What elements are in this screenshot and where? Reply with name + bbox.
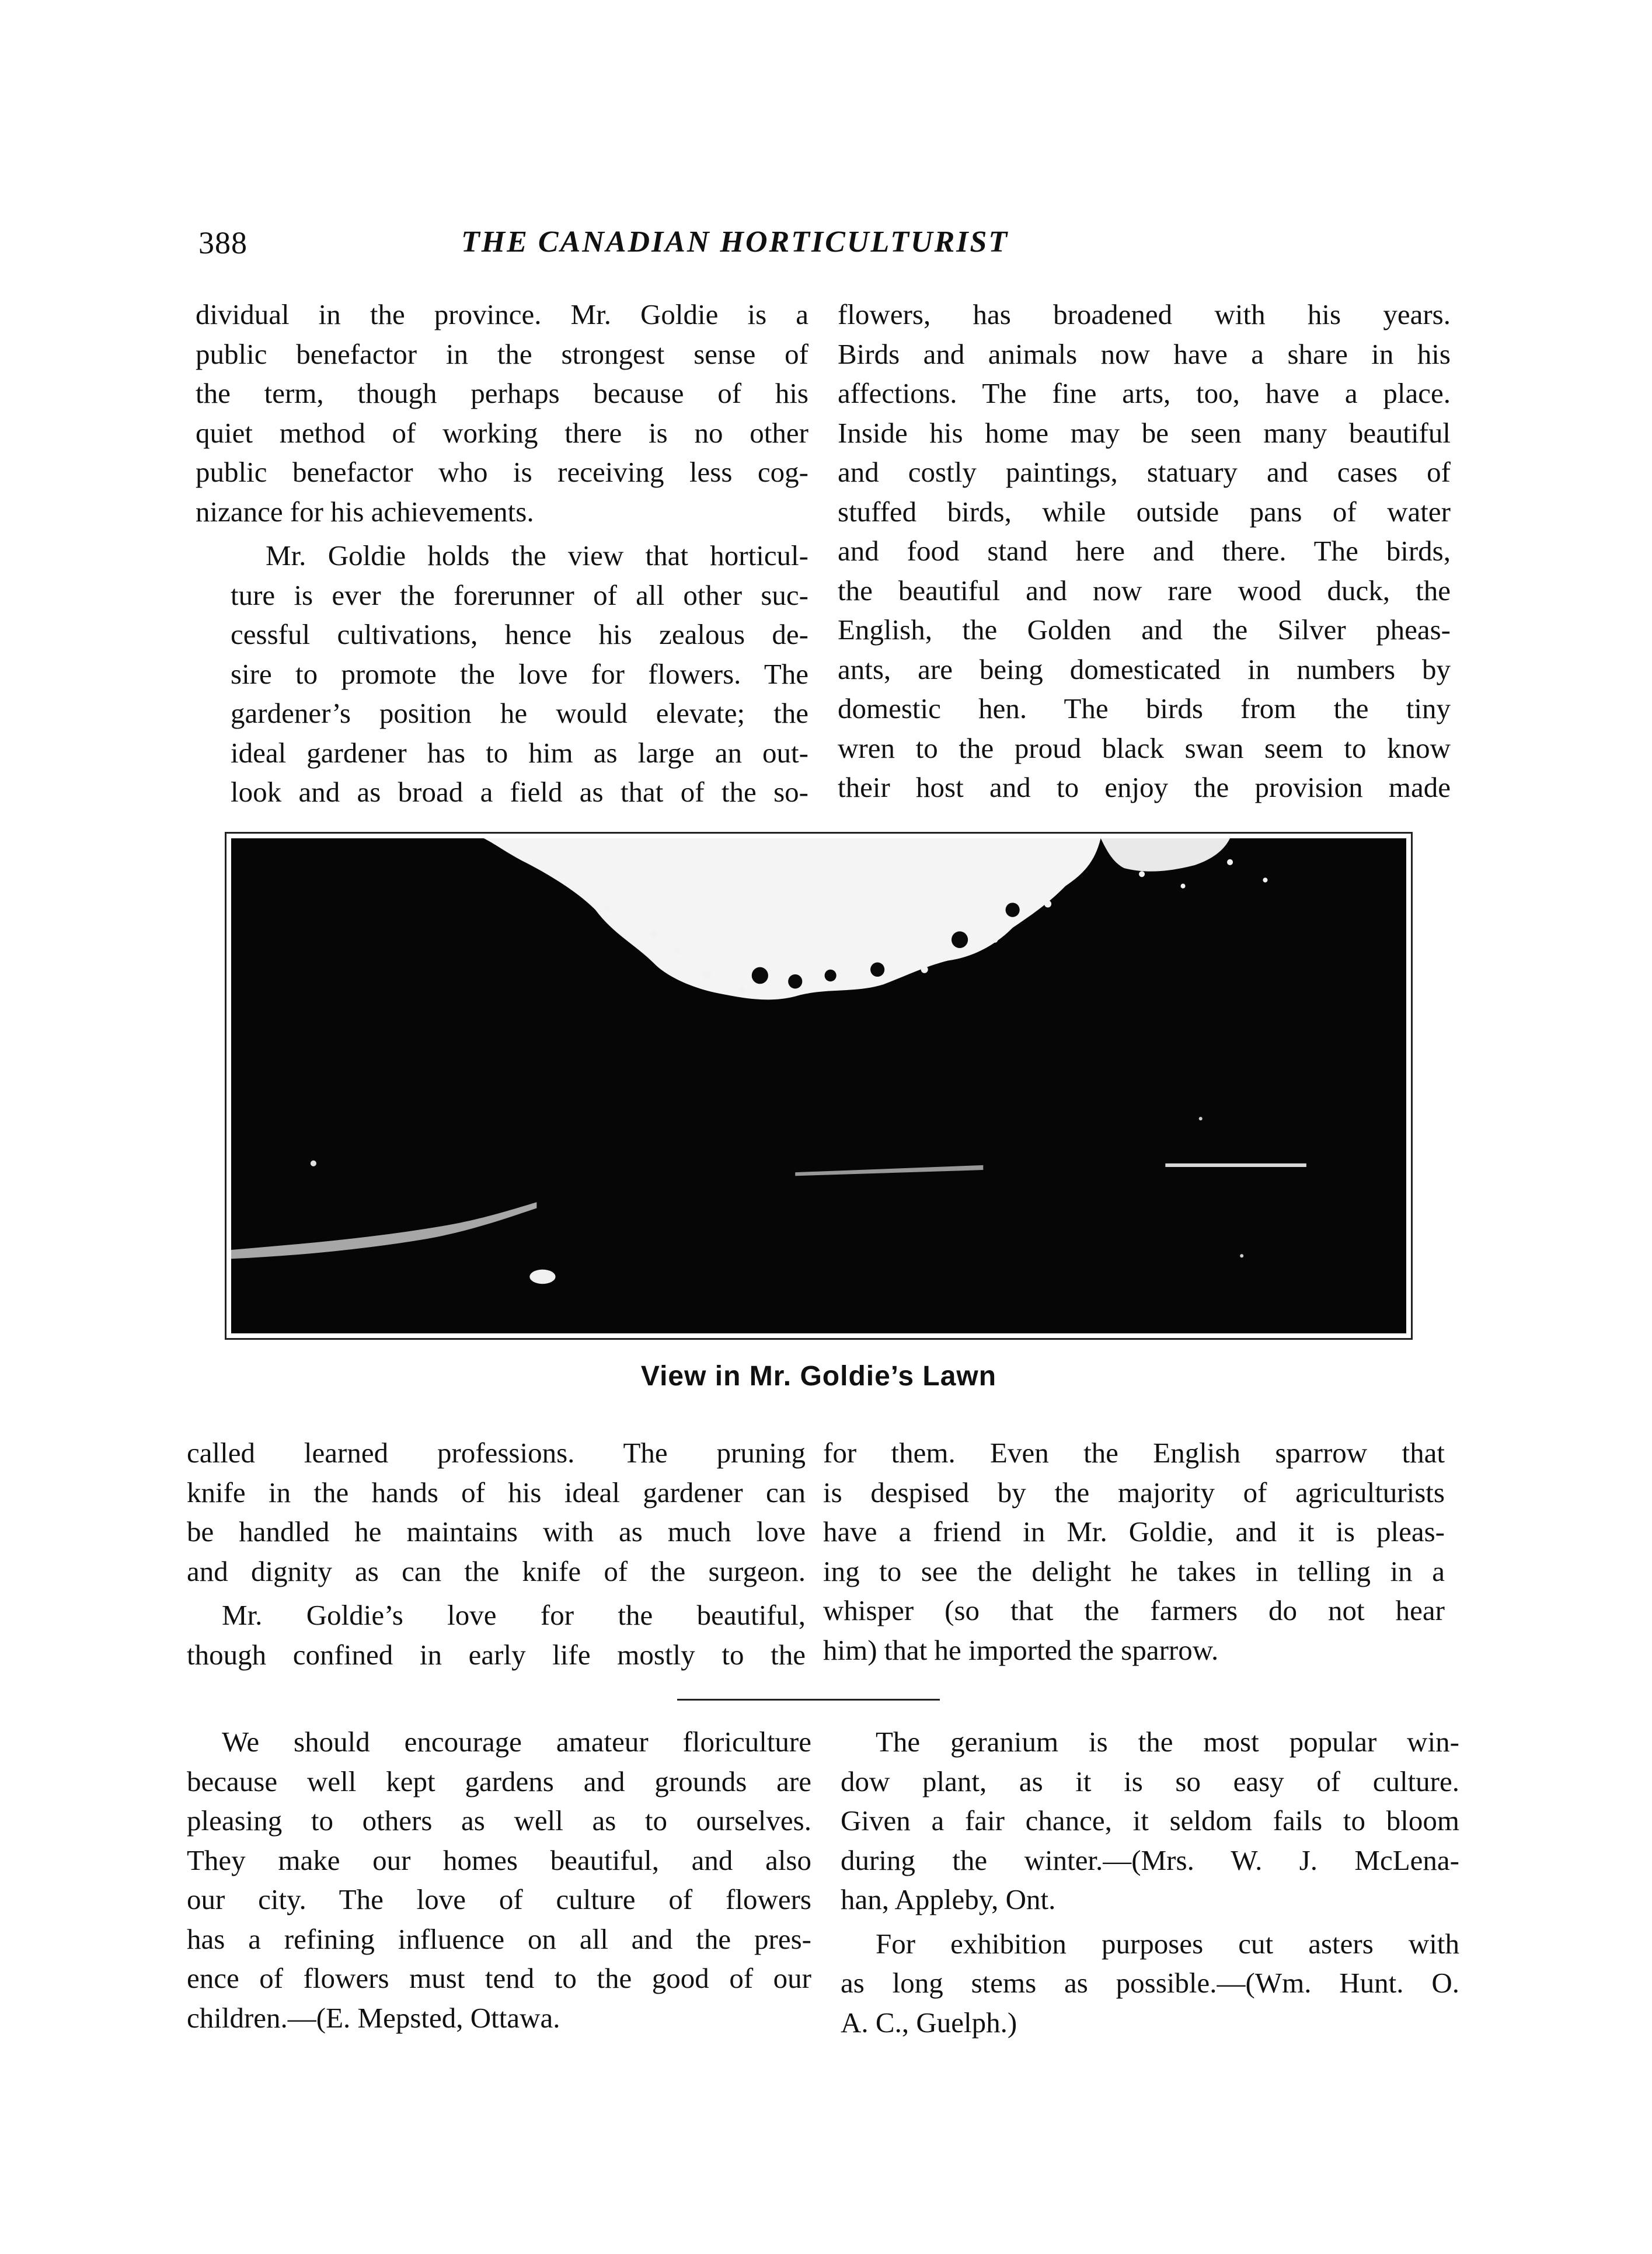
running-title: THE CANADIAN HORTICULTURIST <box>461 225 1009 259</box>
paragraph <box>196 536 808 812</box>
text-line: public benefactor who is receiving less cog- <box>196 456 808 488</box>
text-line: A. C., Guelph.) <box>841 2006 1017 2039</box>
text-line: Birds and animals now have a share in his <box>838 337 1451 370</box>
paragraph <box>187 1433 806 1591</box>
text-line: sire to promote the love for flowers. The <box>231 657 808 690</box>
text-line: flowers, has broadened with his years. <box>838 298 1451 330</box>
text-line: dow plant, as it is so easy of culture. <box>841 1765 1459 1797</box>
text-line: called learned professions. The pruning <box>187 1437 806 1469</box>
text-line: have a friend in Mr. Goldie, and it is pleas- <box>823 1516 1445 1548</box>
text-line: We should encourage amateur floriculture <box>222 1726 811 1758</box>
text-line: cessful cultivations, hence his zealous de- <box>231 618 808 650</box>
column-middle-left <box>187 1433 806 1674</box>
column-middle-right <box>823 1433 1445 1670</box>
text-line: They make our homes beautiful, and also <box>187 1844 811 1876</box>
text-line: because well kept gardens and grounds are <box>187 1765 811 1797</box>
text-line: be handled he maintains with as much love <box>187 1516 806 1548</box>
page-number: 388 <box>198 225 248 260</box>
paragraph <box>841 1924 1459 2043</box>
text-line: ants, are being domesticated in numbers by <box>838 653 1451 685</box>
text-line: and costly paintings, statuary and cases of <box>838 456 1451 488</box>
text-line: quiet method of working there is no other <box>196 416 808 449</box>
text-line: For exhibition purposes cut asters with <box>876 1927 1459 1960</box>
text-line: English, the Golden and the Silver pheas- <box>838 614 1451 646</box>
text-line: dividual in the province. Mr. Goldie is a <box>196 298 808 330</box>
text-line: our city. The love of culture of flowers <box>187 1883 811 1915</box>
text-line: ture is ever the forerunner of all other suc- <box>231 579 808 611</box>
column-bottom-right <box>841 1722 1459 2042</box>
text-line: the beautiful and now rare wood duck, the <box>838 574 1451 607</box>
text-line: wren to the proud black swan seem to know <box>838 731 1451 764</box>
paragraph <box>838 295 1451 807</box>
paragraph <box>823 1433 1445 1670</box>
photograph-drawing <box>231 838 1406 1333</box>
text-line: whisper (so that the farmers do not hear <box>823 1594 1445 1626</box>
text-line: Inside his home may be seen many beautiful <box>838 416 1451 449</box>
text-line: children.—(E. Mepsted, Ottawa. <box>187 2001 560 2034</box>
text-line: though confined in early life mostly to the <box>187 1638 806 1671</box>
text-line: has a refining influence on all and the pres- <box>187 1922 811 1955</box>
figure-caption: View in Mr. Goldie’s Lawn <box>640 1361 997 1392</box>
text-line: han, Appleby, Ont. <box>841 1883 1056 1915</box>
text-line: look and as broad a field as that of the so- <box>231 776 808 808</box>
paragraph <box>187 1722 811 2037</box>
text-line: the term, though perhaps because of his <box>196 377 808 409</box>
text-line: and dignity as can the knife of the surgeon. <box>187 1555 806 1587</box>
text-line: The geranium is the most popular win- <box>876 1726 1459 1758</box>
paragraph <box>187 1595 806 1674</box>
photograph-image <box>231 838 1406 1333</box>
text-line: and food stand here and there. The birds, <box>838 535 1451 567</box>
text-line: pleasing to others as well as to ourselves. <box>187 1804 811 1837</box>
text-line: ence of flowers must tend to the good of our <box>187 1962 811 1994</box>
column-top-right <box>838 295 1451 807</box>
text-line: ing to see the delight he takes in telling in a <box>823 1555 1445 1587</box>
text-line: during the winter.—(Mrs. W. J. McLena- <box>841 1844 1459 1876</box>
text-line: Mr. Goldie’s love for the beautiful, <box>222 1599 806 1631</box>
lawn-photograph <box>225 832 1413 1340</box>
text-line: affections. The fine arts, too, have a place. <box>838 377 1451 409</box>
text-line: for them. Even the English sparrow that <box>823 1437 1445 1469</box>
section-divider <box>677 1699 940 1701</box>
paragraph <box>841 1722 1459 1919</box>
text-line: ideal gardener has to him as large an out- <box>231 736 808 769</box>
text-line: Mr. Goldie holds the view that horticul- <box>266 539 808 572</box>
text-line: gardener’s position he would elevate; the <box>231 697 808 729</box>
text-line: public benefactor in the strongest sense of <box>196 337 808 370</box>
text-line: knife in the hands of his ideal gardener can <box>187 1476 806 1509</box>
text-line: stuffed birds, while outside pans of water <box>838 495 1451 528</box>
paragraph <box>196 295 808 531</box>
text-line: as long stems as possible.—(Wm. Hunt. O. <box>841 1967 1459 1999</box>
text-line: is despised by the majority of agriculturists <box>823 1476 1445 1509</box>
column-top-left <box>196 295 808 812</box>
text-line: him) that he imported the sparrow. <box>823 1633 1219 1666</box>
text-line: Given a fair chance, it seldom fails to bloom <box>841 1804 1459 1837</box>
text-line: domestic hen. The birds from the tiny <box>838 692 1451 724</box>
column-bottom-left <box>187 1722 811 2037</box>
text-line: nizance for his achievements. <box>196 495 534 528</box>
text-line: their host and to enjoy the provision made <box>838 771 1451 803</box>
